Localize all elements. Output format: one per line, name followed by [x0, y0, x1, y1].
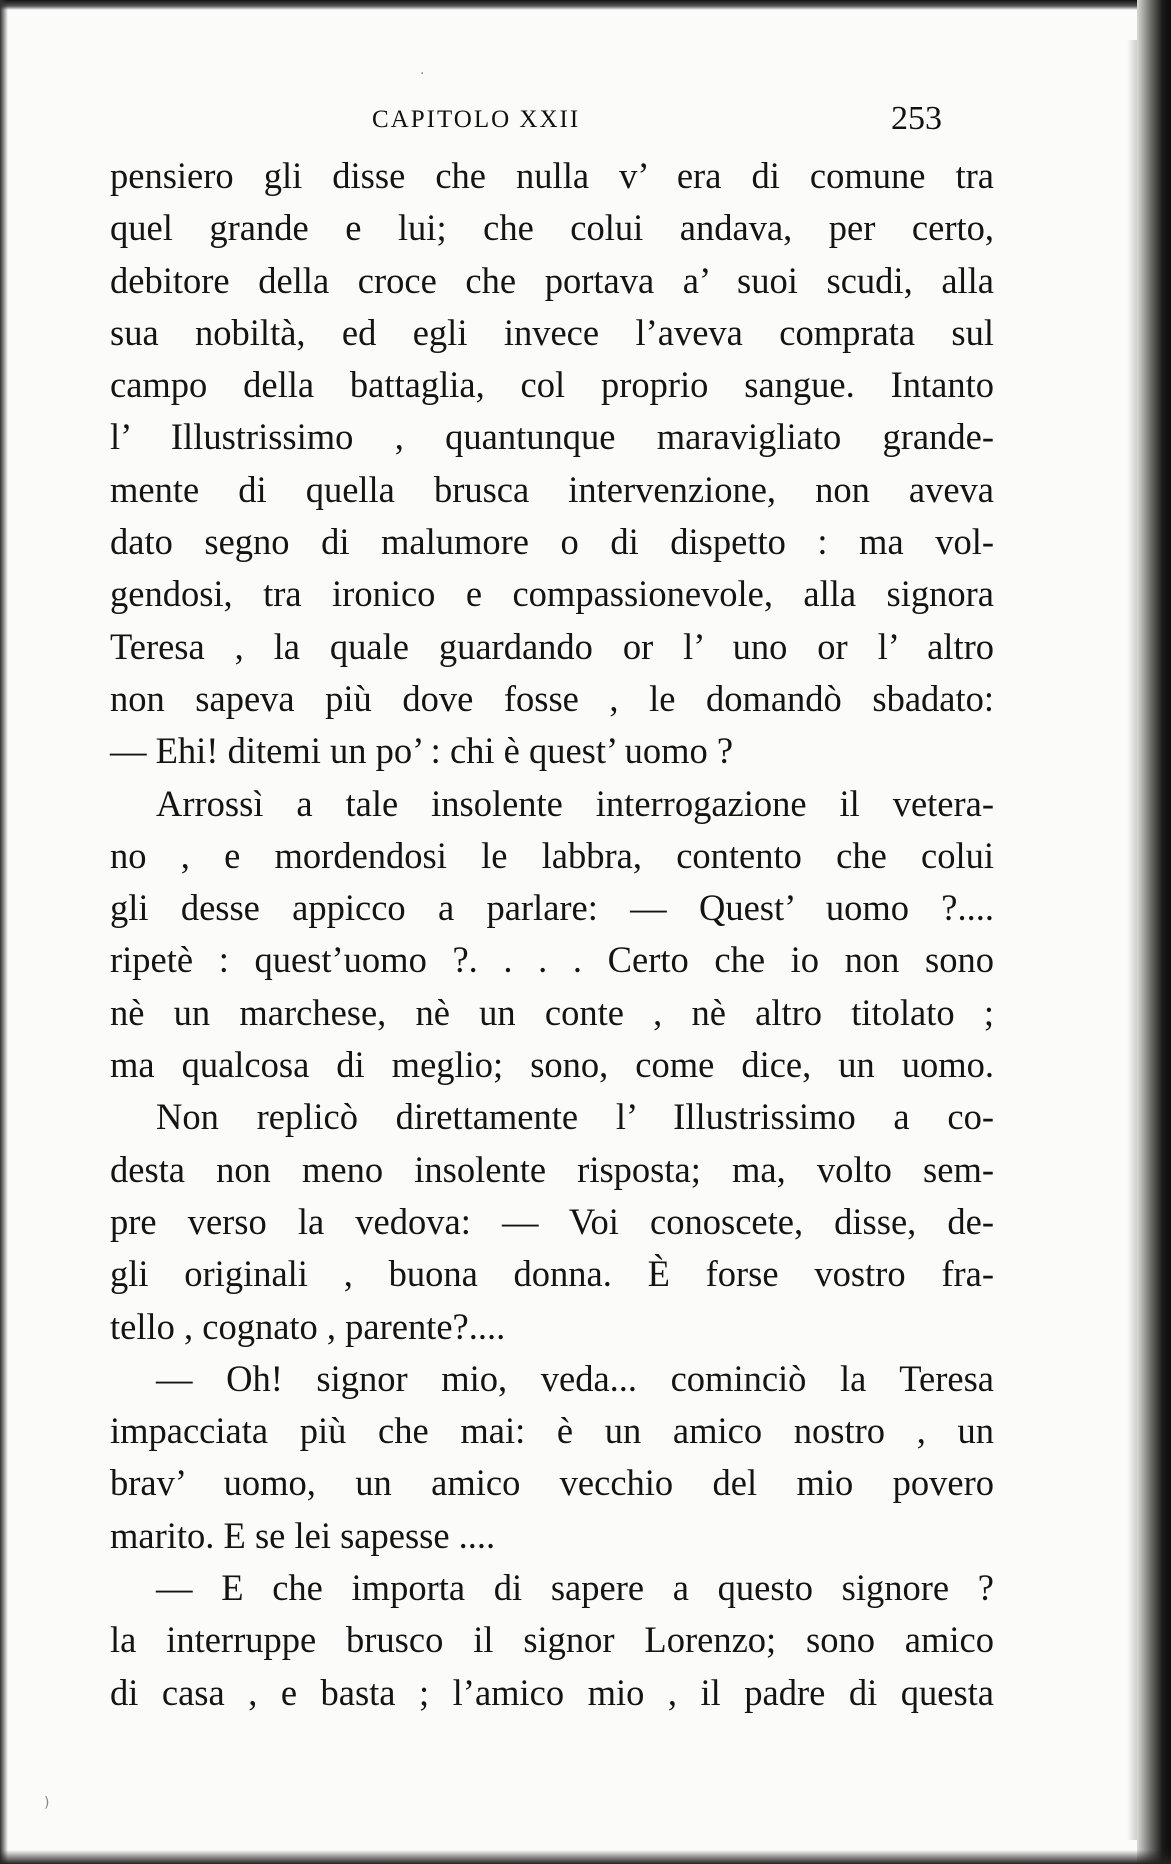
text-line: sua nobiltà, ed egli invece l’aveva comprata sul [110, 311, 994, 353]
text-line: desta non meno insolente risposta; ma, volto sem- [110, 1148, 994, 1190]
text-line: gendosi, tra ironico e compassionevole, alla signora [110, 573, 994, 615]
running-header [110, 100, 990, 146]
text-line: campo della battaglia, col proprio sangue. Intanto [110, 364, 994, 406]
text-line: Teresa , la quale guardando or l’ uno or l’ altro [110, 625, 994, 667]
text-line: Non replicò direttamente l’ Illustrissimo a co- [156, 1096, 994, 1138]
text-line: debitore della croce che portava a’ suoi scudi, alla [110, 259, 994, 301]
page-number: 253 [891, 100, 942, 137]
text-line: pre verso la vedova: — Voi conoscete, disse, de- [110, 1200, 994, 1242]
gutter-shadow [1127, 40, 1137, 1840]
text-line: nè un marchese, nè un conte , nè altro titolato ; [110, 991, 994, 1033]
text-line: la interruppe brusco il signor Lorenzo; sono amico [110, 1619, 994, 1661]
text-line: non sapeva più dove fosse , le domandò sbadato: [110, 677, 994, 719]
text-line: dato segno di malumore o di dispetto : ma vol- [110, 521, 994, 563]
text-line: — E che importa di sapere a questo signore ? [156, 1567, 994, 1609]
text-line: pensiero gli disse che nulla v’ era di comune tra [110, 155, 994, 196]
scan-left-edge [0, 0, 8, 1864]
text-line: impacciata più che mai: è un amico nostro , un [110, 1410, 994, 1452]
text-line: tello , cognato , parente?.... [110, 1305, 506, 1347]
text-line: di casa , e basta ; l’amico mio , il padre di questa [110, 1671, 994, 1713]
chapter-title: CAPITOLO XXII [372, 106, 581, 133]
text-line: Arrossì a tale insolente interrogazione il vetera- [156, 782, 994, 824]
text-line: brav’ uomo, un amico vecchio del mio povero [110, 1462, 994, 1504]
text-line: gli originali , buona donna. È forse vostro fra- [110, 1253, 994, 1295]
text-line: l’ Illustrissimo , quantunque maravigliato grande- [110, 416, 994, 458]
text-line: — Ehi! ditemi un po’ : chi è quest’ uomo ? [110, 730, 734, 772]
scan-speck: · [420, 66, 425, 82]
text-line: ripetè : quest’uomo ?. . . . Certo che io non sono [110, 939, 994, 981]
text-line: marito. E se lei sapesse .... [110, 1514, 496, 1556]
scan-top-edge [0, 0, 1171, 10]
text-line: quel grande e lui; che colui andava, per certo, [110, 207, 994, 249]
text-line: ma qualcosa di meglio; sono, come dice, un uomo. [110, 1044, 994, 1086]
book-binding-edge [1137, 0, 1171, 1864]
scan-speck: ) [44, 1795, 50, 1811]
scan-bottom-edge [0, 1850, 1171, 1864]
text-line: gli desse appicco a parlare: — Quest’ uomo ?.... [110, 887, 994, 929]
text-line: — Oh! signor mio, veda... cominciò la Teresa [156, 1357, 994, 1399]
text-line: mente di quella brusca intervenzione, non aveva [110, 468, 994, 510]
body-text [110, 150, 994, 1719]
text-line: no , e mordendosi le labbra, contento che colui [110, 834, 994, 876]
